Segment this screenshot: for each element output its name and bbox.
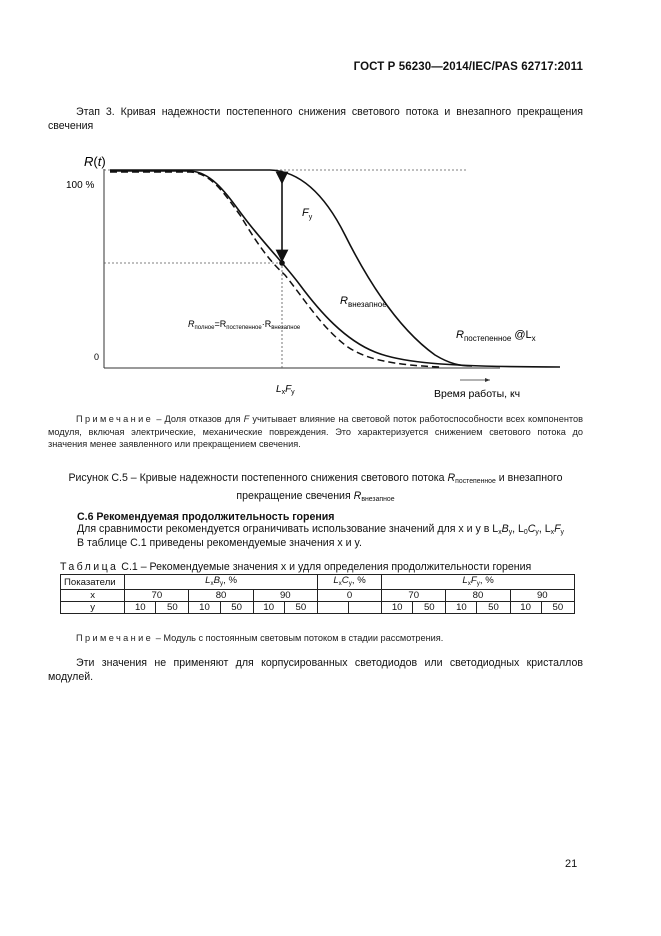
header-lxcy: $L_xC_y$, % bbox=[317, 575, 381, 590]
note-2: Примечание – Модуль с постоянным световым потоком в стадии рассмотрения. bbox=[76, 633, 444, 643]
intersection-point bbox=[279, 260, 285, 266]
page-number: 21 bbox=[565, 858, 578, 870]
section-line-2: В таблице С.1 приведены рекомендуемые значения x и y. bbox=[77, 537, 362, 549]
table-row-y bbox=[61, 602, 575, 614]
table-cell: 50 bbox=[541, 602, 574, 614]
row-y-label: y bbox=[61, 602, 125, 614]
reliability-figure bbox=[0, 0, 661, 400]
table-cell: 10 bbox=[382, 602, 413, 614]
header-indicators: Показатели bbox=[61, 575, 125, 590]
table-row-x bbox=[61, 590, 575, 602]
table-cell: 50 bbox=[413, 602, 446, 614]
table-cell: 70 bbox=[382, 590, 446, 602]
table-cell: 50 bbox=[220, 602, 253, 614]
table-cell: 80 bbox=[189, 590, 253, 602]
curve-gradual bbox=[110, 170, 472, 366]
curve-total bbox=[110, 172, 440, 367]
table-cell bbox=[317, 602, 348, 614]
closing-paragraph: Эти значения не применяют для корпусированных светодиодов или светодиодных кристаллов модулей. bbox=[48, 657, 583, 683]
table-cell: 10 bbox=[189, 602, 220, 614]
table-cell: 10 bbox=[446, 602, 477, 614]
table-cell: 10 bbox=[253, 602, 284, 614]
table-cell bbox=[349, 602, 382, 614]
f-label: $F_y$ bbox=[302, 207, 313, 221]
y-zero-label: 0 bbox=[94, 352, 100, 362]
table-cell: 90 bbox=[510, 590, 574, 602]
r-total-formula: $R_{полное}=R_{постепенное}\cdot R_{внезапное}$ bbox=[188, 319, 301, 331]
note-1-prefix: Примечание bbox=[76, 414, 154, 424]
table-cell: 80 bbox=[446, 590, 510, 602]
note-1: Примечание – Доля отказов для F учитывает влияние на световой поток работоспособности всех компонентов модуля, включая электрические, механические повреждения. Это характеризуется снижением светового потока до значения менее заявленного или прекращением свечения. bbox=[48, 414, 583, 450]
r-sudden-label: $R_{внезапное}$ bbox=[340, 295, 387, 309]
table-cell: 50 bbox=[156, 602, 189, 614]
x-axis-label: Время работы, кч bbox=[434, 388, 521, 400]
table-caption: Таблица С.1 – Рекомендуемые значения x и удля определения продолжительности горения bbox=[60, 561, 532, 573]
header-lxfy: $L_xF_y$, % bbox=[382, 575, 575, 590]
table-header-row bbox=[61, 575, 575, 590]
document-header: ГОСТ Р 56230—2014/IEC/PAS 62717:2011 bbox=[353, 61, 583, 73]
section-title: С.6 Рекомендуемая продолжительность горения bbox=[77, 511, 335, 523]
table-cell: 10 bbox=[510, 602, 541, 614]
figure-caption: Рисунок С.5 – Кривые надежности постепенного снижения светового потока $R_{постепенное}$ и внезапного прекращение свечения $R_{внезапное}$ bbox=[68, 472, 563, 503]
row-x-label: x bbox=[61, 590, 125, 602]
lx-fy-label: $L_xF_y$ bbox=[276, 384, 295, 396]
r-gradual-label: $R_{постепенное}$ $@L_x$ bbox=[456, 329, 536, 343]
table-cell: 70 bbox=[125, 590, 189, 602]
table-cell: 90 bbox=[253, 590, 317, 602]
table-cell: 50 bbox=[477, 602, 510, 614]
table-cell: 10 bbox=[125, 602, 156, 614]
section-line-1: Для сравнимости рекомендуется ограничивать использование значений для x и y в $L_xB_y$, $L_0C_y$, $L_xF_y$ bbox=[77, 523, 564, 536]
header-lxby: $L_xB_y$, % bbox=[125, 575, 318, 590]
table-cell: 50 bbox=[284, 602, 317, 614]
table-cell: 0 bbox=[317, 590, 381, 602]
recommended-values-table bbox=[60, 574, 575, 614]
y-axis-label: R(t) bbox=[84, 154, 106, 169]
intro-paragraph: Этап 3. Кривая надежности постепенного снижения светового потока и внезапного прекращения свечения bbox=[48, 106, 583, 132]
y-100-label: 100 % bbox=[66, 180, 95, 191]
